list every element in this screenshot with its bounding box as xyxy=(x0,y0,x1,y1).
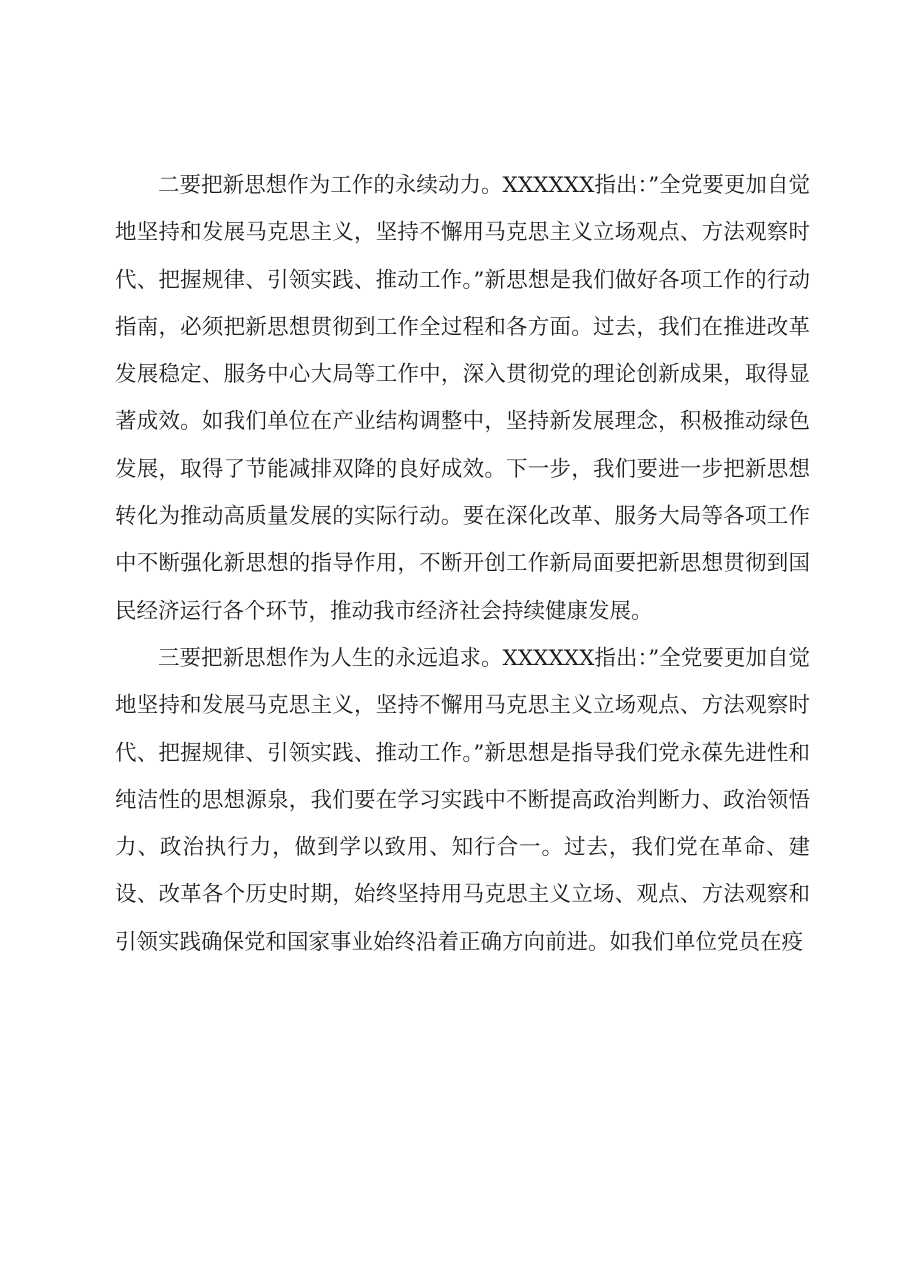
document-body xyxy=(115,162,810,966)
paragraph-three: 三要把新思想作为人生的永远追求。XXXXXX指出：”全党要更加自觉地坚持和发展马克思主义，坚持不懈用马克思主义立场观点、方法观察时代、把握规律、引领实践、推动工作。”新思想是指导我们党永葆先进性和纯洁性的思想源泉，我们要在学习实践中不断提高政治判断力、政治领悟力、政治执行力，做到学以致用、知行合一。过去，我们党在革命、建设、改革各个历史时期，始终坚持用马克思主义立场、观点、方法观察和引领实践确保党和国家事业始终沿着正确方向前进。如我们单位党员在疫 xyxy=(115,645,810,955)
paragraph-two: 二要把新思想作为工作的永续动力。XXXXXX指出：”全党要更加自觉地坚持和发展马克思主义，坚持不懈用马克思主义立场观点、方法观察时代、把握规律、引领实践、推动工作。”新思想是我们做好各项工作的行动指南，必须把新思想贯彻到工作全过程和各方面。过去，我们在推进改革发展稳定、服务中心大局等工作中，深入贯彻党的理论创新成果，取得显著成效。如我们单位在产业结构调整中，坚持新发展理念，积极推动绿色发展，取得了节能减排双降的良好成效。下一步，我们要进一步把新思想转化为推动高质量发展的实际行动。要在深化改革、服务大局等各项工作中不断强化新思想的指导作用，不断开创工作新局面要把新思想贯彻到国民经济运行各个环节，推动我市经济社会持续健康发展。 xyxy=(115,173,810,624)
